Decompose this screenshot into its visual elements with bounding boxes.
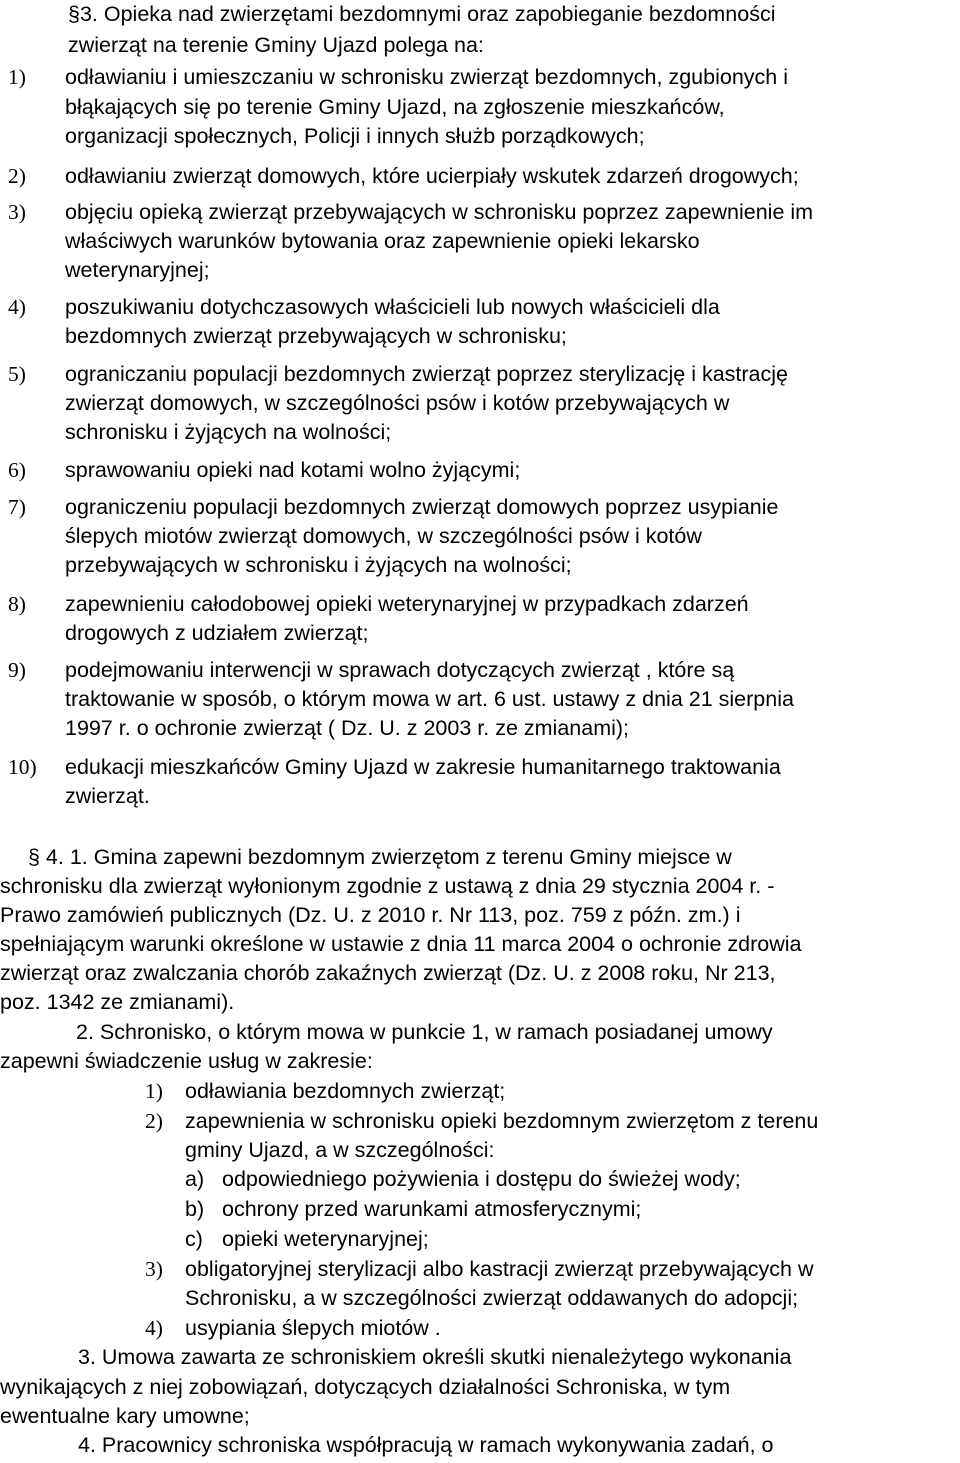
list-item-text: zapewnienia w schronisku opieki bezdomnym zwierzętom z terenu	[185, 1109, 819, 1133]
list-item-number: 4)	[8, 295, 26, 319]
list-item-text: organizacji społecznych, Policji i innych służb porządkowych;	[65, 124, 645, 148]
list-item-number: 3)	[145, 1257, 163, 1281]
list-item-text: odławianiu zwierząt domowych, które ucierpiały wskutek zdarzeń drogowych;	[65, 164, 799, 188]
list-item-text: edukacji mieszkańców Gminy Ujazd w zakresie humanitarnego traktowania	[65, 755, 781, 779]
sub-list-text: ochrony przed warunkami atmosferycznymi;	[222, 1197, 642, 1221]
list-item-text: ślepych miotów zwierząt domowych, w szczególności psów i kotów	[65, 524, 702, 548]
list-item-number: 3)	[8, 200, 26, 224]
list-item-text: bezdomnych zwierząt przebywających w schronisku;	[65, 324, 567, 348]
list-item-number: 6)	[8, 458, 26, 482]
list-item-text: traktowanie w sposób, o którym mowa w art. 6 ust. ustawy z dnia 21 sierpnia	[65, 687, 794, 711]
list-item-text: objęciu opieką zwierząt przebywających w schronisku poprzez zapewnienie im	[65, 200, 814, 224]
list-item-text: odławiania bezdomnych zwierząt;	[185, 1079, 506, 1103]
list-item-text: gminy Ujazd, a w szczególności:	[185, 1138, 495, 1162]
list-item-number: 2)	[145, 1109, 163, 1133]
sub-list-letter: c)	[185, 1227, 203, 1251]
list-item-number: 7)	[8, 495, 26, 519]
sub-list-letter: a)	[185, 1167, 205, 1191]
list-item-number: 10)	[8, 755, 37, 779]
section-3-heading-line1: §3. Opieka nad zwierzętami bezdomnymi oraz zapobieganie bezdomności	[68, 2, 776, 26]
list-item-number: 1)	[145, 1079, 163, 1103]
paragraph-line: poz. 1342 ze zmianami).	[0, 990, 235, 1014]
list-item-text: poszukiwaniu dotychczasowych właścicieli lub nowych właścicieli dla	[65, 295, 720, 319]
paragraph-line: wynikających z niej zobowiązań, dotyczących działalności Schroniska, w tym	[0, 1375, 731, 1399]
paragraph-line: spełniającym warunki określone w ustawie z dnia 11 marca 2004 o ochronie zdrowia	[0, 932, 802, 956]
paragraph-line: 2. Schronisko, o którym mowa w punkcie 1, w ramach posiadanej umowy	[76, 1020, 773, 1044]
list-item-text: zwierząt domowych, w szczególności psów i kotów przebywających w	[65, 391, 730, 415]
list-item-text: zapewnieniu całodobowej opieki weterynaryjnej w przypadkach zdarzeń	[65, 592, 749, 616]
list-item-text: obligatoryjnej sterylizacji albo kastracji zwierząt przebywających w	[185, 1257, 814, 1281]
list-item-text: ograniczeniu populacji bezdomnych zwierząt domowych poprzez usypianie	[65, 495, 779, 519]
sub-list-letter: b)	[185, 1197, 205, 1221]
list-item-text: usypiania ślepych miotów .	[185, 1316, 441, 1340]
list-item-text: błąkających się po terenie Gminy Ujazd, na zgłoszenie mieszkańców,	[65, 95, 725, 119]
paragraph-line: zapewni świadczenie usług w zakresie:	[0, 1049, 373, 1073]
list-item-text: schronisku i żyjących na wolności;	[65, 420, 392, 444]
list-item-text: weterynaryjnej;	[65, 258, 210, 282]
list-item-text: 1997 r. o ochronie zwierząt ( Dz. U. z 2003 r. ze zmianami);	[65, 716, 630, 740]
list-item-number: 5)	[8, 362, 26, 386]
section-3-heading-line2: zwierząt na terenie Gminy Ujazd polega na:	[68, 33, 484, 57]
paragraph-line: 3. Umowa zawarta ze schroniskiem określi skutki nienależytego wykonania	[78, 1345, 792, 1369]
paragraph-line: ewentualne kary umowne;	[0, 1404, 250, 1428]
paragraph-line: zwierząt oraz zwalczania chorób zakaźnych zwierząt (Dz. U. z 2008 roku, Nr 213,	[0, 961, 776, 985]
section-4-paragraph-4: 4. Pracownicy schroniska współpracują w ramach wykonywania zadań, o	[78, 1433, 774, 1457]
list-item-text: odławianiu i umieszczaniu w schronisku zwierząt bezdomnych, zgubionych i	[65, 65, 788, 89]
list-item-text: Schronisku, a w szczególności zwierząt oddawanych do adopcji;	[185, 1286, 799, 1310]
list-item-number: 1)	[8, 65, 26, 89]
list-item-number: 4)	[145, 1316, 163, 1340]
list-item-text: właściwych warunków bytowania oraz zapewnienie opieki lekarsko	[65, 229, 700, 253]
list-item-number: 9)	[8, 658, 26, 682]
paragraph-line: schronisku dla zwierząt wyłonionym zgodnie z ustawą z dnia 29 stycznia 2004 r. -	[0, 874, 775, 898]
sub-list-text: odpowiedniego pożywienia i dostępu do świeżej wody;	[222, 1167, 741, 1191]
list-item-text: przebywających w schronisku i żyjących na wolności;	[65, 553, 572, 577]
list-item-text: ograniczaniu populacji bezdomnych zwierząt poprzez sterylizację i kastrację	[65, 362, 788, 386]
list-item-text: zwierząt.	[65, 784, 150, 808]
list-item-text: podejmowaniu interwencji w sprawach dotyczących zwierząt , które są	[65, 658, 735, 682]
list-item-text: drogowych z udziałem zwierząt;	[65, 621, 369, 645]
list-item-number: 8)	[8, 592, 26, 616]
paragraph-line: Prawo zamówień publicznych (Dz. U. z 2010 r. Nr 113, poz. 759 z późn. zm.) i	[0, 903, 741, 927]
sub-list-text: opieki weterynaryjnej;	[222, 1227, 429, 1251]
list-item-number: 2)	[8, 164, 26, 188]
paragraph-line: § 4. 1. Gmina zapewni bezdomnym zwierzętom z terenu Gminy miejsce w	[28, 845, 732, 869]
list-item-text: sprawowaniu opieki nad kotami wolno żyjącymi;	[65, 458, 521, 482]
